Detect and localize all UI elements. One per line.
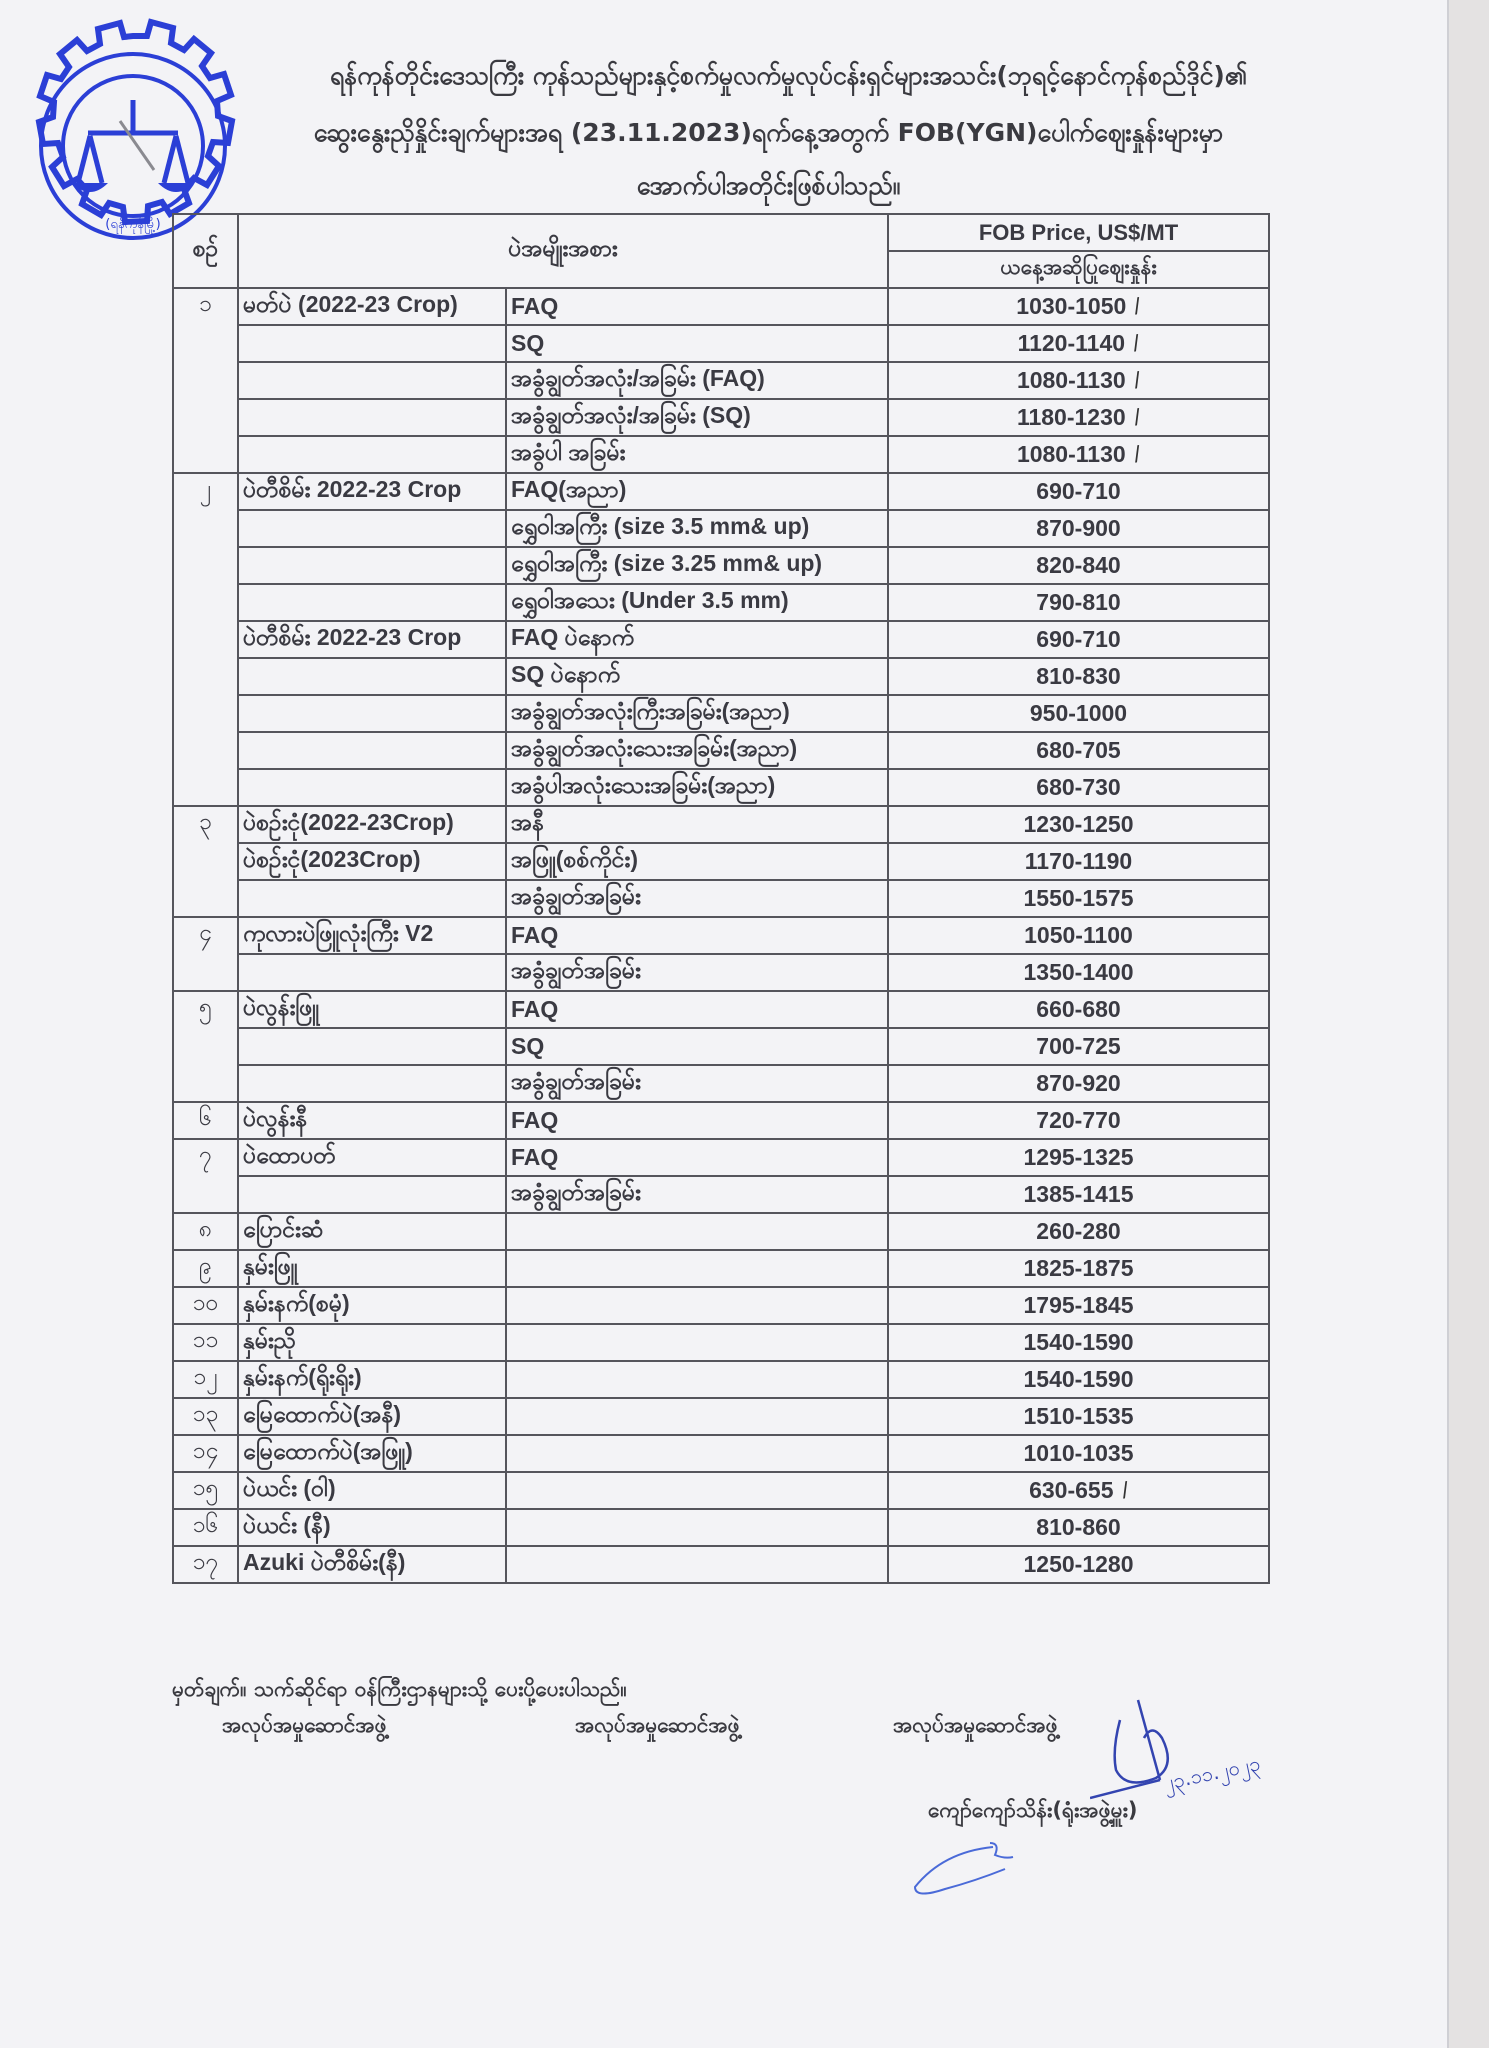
handwritten-initial-icon bbox=[905, 1835, 1025, 1905]
table-row bbox=[173, 695, 1269, 732]
bean-type-cell-text: ပဲလွန်းနီ bbox=[243, 1104, 308, 1131]
price-cell bbox=[888, 1028, 1269, 1065]
bean-type-cell-text: ပဲစဉ်းငုံ(2023Crop) bbox=[243, 845, 421, 872]
bean-type-cell bbox=[238, 954, 506, 991]
price-cell-text: 1050-1100 bbox=[1024, 922, 1133, 948]
bean-type-cell bbox=[238, 288, 506, 325]
serial-no-cell bbox=[173, 695, 238, 732]
bean-type-cell bbox=[238, 658, 506, 695]
table-row bbox=[173, 1139, 1269, 1176]
price-cell-text: 870-900 bbox=[1036, 515, 1121, 541]
grade-cell bbox=[506, 954, 888, 991]
price-cell bbox=[888, 991, 1269, 1028]
bean-type-cell bbox=[238, 1065, 506, 1102]
table-row bbox=[173, 1472, 1269, 1509]
serial-no-cell bbox=[173, 991, 238, 1028]
price-cell bbox=[888, 1065, 1269, 1102]
serial-no-cell bbox=[173, 1176, 238, 1213]
grade-cell-text: အခွံချွတ်အလုံးကြီးအခြမ်း(အညာ) bbox=[511, 697, 790, 724]
check-tick-icon: / bbox=[1131, 366, 1142, 394]
serial-no-cell-text: ၅ bbox=[199, 993, 212, 1019]
grade-cell-text: အဖြူ(စစ်ကိုင်း) bbox=[511, 845, 639, 872]
price-cell bbox=[888, 658, 1269, 695]
price-cell bbox=[888, 473, 1269, 510]
price-cell-text: 870-920 bbox=[1036, 1070, 1121, 1096]
price-cell-text: 690-710 bbox=[1036, 626, 1121, 652]
grade-cell bbox=[506, 473, 888, 510]
serial-no-cell-text: ၃ bbox=[199, 808, 212, 834]
serial-no-cell-text: ၁၄ bbox=[192, 1437, 219, 1463]
price-cell-text: 810-830 bbox=[1036, 663, 1121, 689]
serial-no-cell bbox=[173, 1435, 238, 1472]
price-cell bbox=[888, 1472, 1269, 1509]
table-row bbox=[173, 510, 1269, 547]
bean-type-cell-text: ပဲထောပတ် bbox=[243, 1141, 336, 1168]
document-title-line-3: အောက်ပါအတိုင်းဖြစ်ပါသည်။ bbox=[636, 171, 901, 200]
serial-no-cell bbox=[173, 1509, 238, 1546]
check-tick-icon: / bbox=[1131, 329, 1142, 357]
serial-no-cell bbox=[173, 769, 238, 806]
serial-no-cell-text: ၁၃ bbox=[192, 1400, 219, 1426]
serial-no-cell bbox=[173, 1139, 238, 1176]
bean-type-cell-text: မြေထောက်ပဲ(အဖြူ) bbox=[243, 1437, 413, 1464]
table-row bbox=[173, 917, 1269, 954]
price-cell bbox=[888, 1176, 1269, 1213]
bean-type-cell-text: မတ်ပဲ (2022-23 Crop) bbox=[243, 290, 458, 317]
svg-text:၂၃.၁၁.၂၀၂၃: ၂၃.၁၁.၂၀၂၃ bbox=[1161, 1750, 1263, 1795]
bean-type-cell bbox=[238, 621, 506, 658]
bean-type-cell bbox=[238, 1028, 506, 1065]
grade-cell bbox=[506, 917, 888, 954]
price-cell-text: 1030-1050 bbox=[1016, 293, 1127, 319]
serial-no-cell bbox=[173, 843, 238, 880]
price-cell bbox=[888, 843, 1269, 880]
check-tick-icon: / bbox=[1131, 440, 1142, 468]
bean-type-cell-text: ကုလားပဲဖြူလုံးကြီး V2 bbox=[243, 919, 434, 946]
grade-cell bbox=[506, 1287, 888, 1324]
bean-type-cell-text: နှမ်းနက်(စမုံ) bbox=[243, 1289, 350, 1316]
price-cell bbox=[888, 1287, 1269, 1324]
grade-cell-text: FAQ ပဲနောက် bbox=[511, 623, 635, 650]
serial-no-cell bbox=[173, 325, 238, 362]
table-row bbox=[173, 1102, 1269, 1139]
price-cell-text: 1120-1140 bbox=[1017, 330, 1126, 356]
table-row bbox=[173, 1509, 1269, 1546]
bean-type-cell-text: ပဲတီစိမ်း 2022-23 Crop bbox=[243, 475, 462, 502]
price-cell-text: 680-705 bbox=[1036, 737, 1121, 763]
bean-type-cell-text: နှမ်းဖြူ bbox=[243, 1252, 298, 1279]
grade-cell bbox=[506, 1361, 888, 1398]
bean-type-cell bbox=[238, 436, 506, 473]
price-cell-text: 260-280 bbox=[1036, 1218, 1121, 1244]
price-cell bbox=[888, 1361, 1269, 1398]
bean-type-cell-text: Azuki ပဲတီစိမ်း(နီ) bbox=[243, 1548, 406, 1575]
bean-type-cell bbox=[238, 1176, 506, 1213]
bean-type-cell bbox=[238, 1250, 506, 1287]
bean-type-cell-text: ပဲလွန်းဖြူ bbox=[243, 993, 320, 1020]
serial-no-cell-text: ၉ bbox=[199, 1252, 212, 1278]
grade-cell-text: အခွံချွတ်အခြမ်း bbox=[511, 1178, 641, 1205]
table-row bbox=[173, 769, 1269, 806]
bean-type-cell bbox=[238, 1324, 506, 1361]
price-cell-text: 1795-1845 bbox=[1023, 1292, 1134, 1318]
price-cell bbox=[888, 954, 1269, 991]
price-cell bbox=[888, 1398, 1269, 1435]
serial-no-cell-text: ၁၁ bbox=[192, 1326, 219, 1352]
serial-no-cell bbox=[173, 1028, 238, 1065]
grade-cell bbox=[506, 880, 888, 917]
price-cell-text: 1250-1280 bbox=[1023, 1551, 1134, 1577]
price-cell-text: 680-730 bbox=[1036, 774, 1121, 800]
table-row bbox=[173, 732, 1269, 769]
bean-type-cell bbox=[238, 732, 506, 769]
grade-cell bbox=[506, 399, 888, 436]
grade-cell bbox=[506, 1213, 888, 1250]
table-row bbox=[173, 621, 1269, 658]
bean-type-cell bbox=[238, 362, 506, 399]
price-cell-text: 660-680 bbox=[1036, 996, 1121, 1022]
signatory-executive-committee-1: အလုပ်အမှုဆောင်အဖွဲ့ bbox=[222, 1713, 387, 1737]
scan-page-edge bbox=[1447, 0, 1489, 2048]
price-cell bbox=[888, 1250, 1269, 1287]
serial-no-cell bbox=[173, 584, 238, 621]
price-cell bbox=[888, 917, 1269, 954]
table-row bbox=[173, 954, 1269, 991]
grade-cell bbox=[506, 1139, 888, 1176]
bean-type-cell bbox=[238, 843, 506, 880]
price-cell bbox=[888, 510, 1269, 547]
price-cell bbox=[888, 806, 1269, 843]
bean-type-cell bbox=[238, 991, 506, 1028]
grade-cell bbox=[506, 1546, 888, 1583]
price-cell-text: 1080-1130 bbox=[1016, 441, 1126, 467]
price-cell-text: 1540-1590 bbox=[1023, 1366, 1134, 1392]
serial-no-cell-text: ၁၀ bbox=[192, 1289, 219, 1315]
price-cell-text: 1295-1325 bbox=[1023, 1144, 1134, 1170]
price-cell-text: 1385-1415 bbox=[1023, 1181, 1134, 1207]
price-cell bbox=[888, 769, 1269, 806]
signatory-executive-committee-3: အလုပ်အမှုဆောင်အဖွဲ့ bbox=[893, 1713, 1058, 1737]
grade-cell-text: အခွံချွတ်အခြမ်း bbox=[511, 1067, 641, 1094]
table-row bbox=[173, 399, 1269, 436]
grade-cell-text: FAQ bbox=[511, 922, 559, 948]
bean-type-cell bbox=[238, 1213, 506, 1250]
grade-cell-text: အခွံချွတ်အလုံး/အခြမ်း (FAQ) bbox=[511, 364, 765, 391]
price-cell bbox=[888, 880, 1269, 917]
table-row bbox=[173, 1324, 1269, 1361]
table-row bbox=[173, 584, 1269, 621]
price-cell bbox=[888, 362, 1269, 399]
serial-no-cell-text: ၁၇ bbox=[192, 1548, 219, 1574]
price-cell bbox=[888, 1324, 1269, 1361]
price-cell-text: 1080-1130 bbox=[1016, 367, 1126, 393]
price-cell bbox=[888, 436, 1269, 473]
serial-no-cell-text: ၆ bbox=[199, 1104, 212, 1130]
table-row bbox=[173, 843, 1269, 880]
table-row bbox=[173, 547, 1269, 584]
price-cell-text: 1350-1400 bbox=[1023, 959, 1134, 985]
price-cell bbox=[888, 288, 1269, 325]
serial-no-cell-text: ၇ bbox=[199, 1141, 212, 1167]
bean-type-cell bbox=[238, 1287, 506, 1324]
serial-no-cell bbox=[173, 732, 238, 769]
header-bean-type: ပဲအမျိုးအစား bbox=[238, 214, 888, 288]
price-table-body bbox=[173, 288, 1269, 1583]
price-cell-text: 1510-1535 bbox=[1023, 1403, 1134, 1429]
serial-no-cell-text: ၁ bbox=[199, 290, 212, 316]
grade-cell bbox=[506, 991, 888, 1028]
bean-type-cell bbox=[238, 769, 506, 806]
table-row bbox=[173, 658, 1269, 695]
serial-no-cell-text: ၂ bbox=[199, 475, 212, 501]
price-cell-text: 630-655 bbox=[1029, 1477, 1114, 1503]
header-serial-no: စဉ် bbox=[173, 214, 238, 288]
serial-no-cell-text: ၁၂ bbox=[193, 1363, 218, 1389]
check-tick-icon: / bbox=[1132, 292, 1143, 320]
price-cell-text: 1550-1575 bbox=[1023, 885, 1134, 911]
document-title-line-2: ဆွေးနွေးညှိနှိုင်းချက်များအရ (23.11.2023)ရက်နေ့အတွက် FOB(YGN)ပေါက်ဈေးနှုန်းများမှာ bbox=[313, 118, 1224, 147]
serial-no-cell bbox=[173, 880, 238, 917]
check-tick-icon: / bbox=[1131, 403, 1142, 431]
grade-cell-text: SQ bbox=[511, 1033, 545, 1059]
serial-no-cell-text: ၁၅ bbox=[192, 1474, 219, 1500]
price-cell bbox=[888, 695, 1269, 732]
grade-cell bbox=[506, 695, 888, 732]
price-cell bbox=[888, 732, 1269, 769]
bean-type-cell bbox=[238, 1398, 506, 1435]
svg-text:(ရန်ကုန်မြို့): (ရန်ကုန်မြို့) bbox=[105, 217, 161, 232]
bean-type-cell bbox=[238, 1361, 506, 1398]
price-cell-text: 1180-1230 bbox=[1016, 404, 1126, 430]
price-cell-text: 700-725 bbox=[1036, 1033, 1121, 1059]
table-row bbox=[173, 436, 1269, 473]
bean-type-cell bbox=[238, 1139, 506, 1176]
grade-cell-text: ရွှေဝါအကြီး (size 3.5 mm& up) bbox=[511, 512, 810, 539]
bean-type-cell-text: နှမ်းနက်(ရိုးရိုး) bbox=[243, 1363, 362, 1390]
price-cell-text: 950-1000 bbox=[1029, 700, 1128, 726]
grade-cell bbox=[506, 843, 888, 880]
bean-type-cell bbox=[238, 547, 506, 584]
grade-cell-text: FAQ bbox=[511, 1107, 559, 1133]
grade-cell-text: အခွံချွတ်အခြမ်း bbox=[511, 956, 641, 983]
serial-no-cell-text: ၈ bbox=[198, 1215, 213, 1241]
grade-cell bbox=[506, 1102, 888, 1139]
fob-price-table bbox=[172, 213, 1270, 1584]
grade-cell bbox=[506, 362, 888, 399]
grade-cell bbox=[506, 1176, 888, 1213]
table-row bbox=[173, 288, 1269, 325]
serial-no-cell bbox=[173, 1546, 238, 1583]
price-cell bbox=[888, 547, 1269, 584]
bean-type-cell bbox=[238, 880, 506, 917]
handwritten-signature-icon bbox=[1090, 1690, 1290, 1810]
serial-no-cell bbox=[173, 1065, 238, 1102]
bean-type-cell-text: ပဲစဉ်းငုံ(2022-23Crop) bbox=[243, 808, 454, 835]
remark-note: မှတ်ချက်။ သက်ဆိုင်ရာ ဝန်ကြီးဌာနများသို့ ပေးပို့ပေးပါသည်။ bbox=[172, 1677, 627, 1701]
serial-no-cell bbox=[173, 1361, 238, 1398]
grade-cell bbox=[506, 769, 888, 806]
grade-cell-text: ရွှေဝါအကြီး (size 3.25 mm& up) bbox=[511, 549, 823, 576]
serial-no-cell-text: ၁၆ bbox=[192, 1511, 219, 1537]
serial-no-cell-text: ၄ bbox=[199, 919, 212, 945]
grade-cell bbox=[506, 1435, 888, 1472]
serial-no-cell bbox=[173, 473, 238, 510]
bean-type-cell bbox=[238, 584, 506, 621]
price-cell-text: 790-810 bbox=[1036, 589, 1121, 615]
price-cell-text: 820-840 bbox=[1036, 552, 1121, 578]
price-cell bbox=[888, 1102, 1269, 1139]
header-proposed-price: ယနေ့အဆိုပြုဈေးနှုန်း bbox=[888, 251, 1269, 288]
serial-no-cell bbox=[173, 1102, 238, 1139]
serial-no-cell bbox=[173, 436, 238, 473]
grade-cell bbox=[506, 806, 888, 843]
table-row bbox=[173, 1287, 1269, 1324]
bean-type-cell bbox=[238, 1435, 506, 1472]
grade-cell-text: FAQ bbox=[511, 996, 559, 1022]
bean-type-cell bbox=[238, 510, 506, 547]
grade-cell bbox=[506, 1324, 888, 1361]
grade-cell bbox=[506, 1250, 888, 1287]
table-row bbox=[173, 880, 1269, 917]
price-cell bbox=[888, 399, 1269, 436]
serial-no-cell bbox=[173, 1250, 238, 1287]
serial-no-cell bbox=[173, 1213, 238, 1250]
price-cell bbox=[888, 584, 1269, 621]
grade-cell bbox=[506, 621, 888, 658]
serial-no-cell bbox=[173, 1287, 238, 1324]
grade-cell bbox=[506, 1028, 888, 1065]
check-tick-icon: / bbox=[1119, 1476, 1130, 1504]
price-cell bbox=[888, 1213, 1269, 1250]
grade-cell-text: FAQ bbox=[511, 293, 559, 319]
table-row bbox=[173, 1065, 1269, 1102]
bean-type-cell bbox=[238, 695, 506, 732]
grade-cell bbox=[506, 325, 888, 362]
bean-type-cell-text: မြေထောက်ပဲ(အနီ) bbox=[243, 1400, 402, 1427]
bean-type-cell-text: ပဲယင်း (နီ) bbox=[243, 1511, 331, 1538]
table-row bbox=[173, 991, 1269, 1028]
bean-type-cell bbox=[238, 325, 506, 362]
table-row bbox=[173, 1361, 1269, 1398]
bean-type-cell-text: ပဲယင်း (ဝါ) bbox=[243, 1474, 336, 1501]
price-cell bbox=[888, 1139, 1269, 1176]
grade-cell bbox=[506, 510, 888, 547]
grade-cell-text: အနီ bbox=[511, 808, 545, 835]
price-cell-text: 720-770 bbox=[1036, 1107, 1121, 1133]
price-cell bbox=[888, 1435, 1269, 1472]
grade-cell bbox=[506, 658, 888, 695]
header-fob-price: FOB Price, US$/MT bbox=[888, 214, 1269, 251]
table-row bbox=[173, 1435, 1269, 1472]
table-row bbox=[173, 325, 1269, 362]
serial-no-cell bbox=[173, 362, 238, 399]
grade-cell bbox=[506, 584, 888, 621]
grade-cell-text: အခွံပါ အခြမ်း bbox=[511, 438, 626, 465]
signatory-executive-committee-2: အလုပ်အမှုဆောင်အဖွဲ့ bbox=[575, 1713, 740, 1737]
grade-cell-text: အခွံပါအလုံးသေးအခြမ်း(အညာ) bbox=[511, 771, 776, 798]
bean-type-cell bbox=[238, 399, 506, 436]
table-row bbox=[173, 806, 1269, 843]
bean-type-cell-text: ပဲတီစိမ်း 2022-23 Crop bbox=[243, 623, 462, 650]
bean-type-cell bbox=[238, 806, 506, 843]
table-row bbox=[173, 362, 1269, 399]
serial-no-cell bbox=[173, 658, 238, 695]
grade-cell bbox=[506, 1472, 888, 1509]
table-row bbox=[173, 1250, 1269, 1287]
document-title-line-1: ရန်ကုန်တိုင်းဒေသကြီး ကုန်သည်များနှင့်စက်မှုလက်မှုလုပ်ငန်းရှင်များအသင်း(ဘုရင့်နောင်ကုန်စည်ဒိုင်)၏ bbox=[329, 61, 1248, 90]
table-row bbox=[173, 1213, 1269, 1250]
price-cell-text: 810-860 bbox=[1036, 1514, 1121, 1540]
bean-type-cell bbox=[238, 1509, 506, 1546]
price-cell-text: 1540-1590 bbox=[1023, 1329, 1134, 1355]
office-head-name: ကျော်ကျော်သိန်း(ရုံးအဖွဲ့မှူး) bbox=[928, 1798, 1138, 1822]
price-cell bbox=[888, 621, 1269, 658]
serial-no-cell bbox=[173, 547, 238, 584]
grade-cell bbox=[506, 547, 888, 584]
bean-type-cell bbox=[238, 473, 506, 510]
grade-cell-text: SQ ပဲနောက် bbox=[511, 660, 621, 687]
serial-no-cell bbox=[173, 1324, 238, 1361]
price-cell-text: 1170-1190 bbox=[1024, 848, 1133, 874]
table-row bbox=[173, 1176, 1269, 1213]
serial-no-cell bbox=[173, 621, 238, 658]
price-cell-text: 690-710 bbox=[1036, 478, 1121, 504]
bean-type-cell-text: နှမ်းညို bbox=[243, 1326, 297, 1353]
serial-no-cell bbox=[173, 954, 238, 991]
grade-cell bbox=[506, 1398, 888, 1435]
grade-cell-text: အခွံချွတ်အခြမ်း bbox=[511, 882, 641, 909]
serial-no-cell bbox=[173, 1398, 238, 1435]
serial-no-cell bbox=[173, 1472, 238, 1509]
serial-no-cell bbox=[173, 399, 238, 436]
grade-cell bbox=[506, 732, 888, 769]
table-row bbox=[173, 1546, 1269, 1583]
price-cell-text: 1825-1875 bbox=[1023, 1255, 1134, 1281]
price-cell-text: 1230-1250 bbox=[1023, 811, 1134, 837]
bean-type-cell-text: ပြောင်းဆံ bbox=[243, 1215, 324, 1242]
price-cell bbox=[888, 1546, 1269, 1583]
bean-type-cell bbox=[238, 1472, 506, 1509]
price-cell bbox=[888, 1509, 1269, 1546]
grade-cell-text: အခွံချွတ်အလုံး/အခြမ်း (SQ) bbox=[511, 401, 751, 428]
grade-cell bbox=[506, 1065, 888, 1102]
table-row bbox=[173, 473, 1269, 510]
serial-no-cell bbox=[173, 806, 238, 843]
grade-cell-text: FAQ bbox=[511, 1144, 559, 1170]
serial-no-cell bbox=[173, 288, 238, 325]
grade-cell bbox=[506, 1509, 888, 1546]
price-cell bbox=[888, 325, 1269, 362]
bean-type-cell bbox=[238, 917, 506, 954]
price-cell-text: 1010-1035 bbox=[1023, 1440, 1134, 1466]
grade-cell-text: ရွှေဝါအသေး (Under 3.5 mm) bbox=[511, 586, 789, 613]
grade-cell bbox=[506, 288, 888, 325]
grade-cell-text: SQ bbox=[511, 330, 545, 356]
serial-no-cell bbox=[173, 917, 238, 954]
grade-cell bbox=[506, 436, 888, 473]
serial-no-cell bbox=[173, 510, 238, 547]
grade-cell-text: FAQ(အညာ) bbox=[511, 475, 627, 502]
bean-type-cell bbox=[238, 1546, 506, 1583]
grade-cell-text: အခွံချွတ်အလုံးသေးအခြမ်း(အညာ) bbox=[511, 734, 798, 761]
bean-type-cell bbox=[238, 1102, 506, 1139]
table-row bbox=[173, 1398, 1269, 1435]
table-row bbox=[173, 1028, 1269, 1065]
